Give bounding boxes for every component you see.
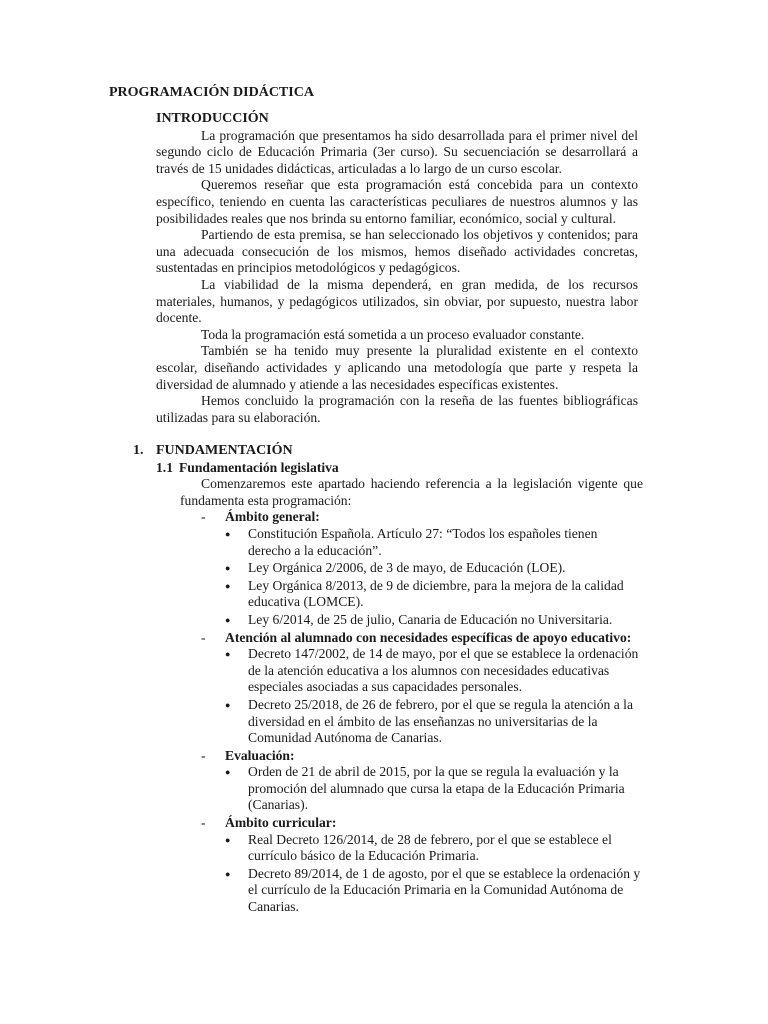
bullet-icon: ● bbox=[225, 614, 231, 625]
group-title-text: Ámbito curricular: bbox=[225, 815, 337, 831]
bullet-list bbox=[201, 832, 643, 916]
intro-paragraph: La viabilidad de la misma dependerá, en gran medida, de los recursos materiales, humanos, y pedagógicos utilizados, sin obviar, por supuesto, nuestra labor docente. bbox=[156, 276, 638, 326]
legislation-groups bbox=[133, 509, 643, 915]
dash-marker: - bbox=[201, 747, 206, 763]
bullet-icon: ● bbox=[225, 649, 231, 660]
list-item bbox=[225, 832, 643, 865]
intro-paragraph: Toda la programación está sometida a un proceso evaluador constante. bbox=[201, 326, 585, 342]
list-item bbox=[225, 526, 643, 559]
section-lead-paragraph: Comenzaremos este apartado haciendo referencia a la legislación vigente que fundamenta esta programación: bbox=[180, 476, 643, 508]
bullet-icon: ● bbox=[225, 699, 231, 710]
list-item-text: Decreto 147/2002, de 14 de mayo, por el que se establece la ordenación de la atención educativa a los alumnos con necesidades educativas especiales asociadas a sus capacidades personales. bbox=[248, 646, 639, 695]
list-item-text: Decreto 25/2018, de 26 de febrero, por el que se regula la atención a la diversidad en el ámbito de las enseñanzas no universitarias de la Comunidad Autónoma de Canarias. bbox=[248, 696, 633, 746]
section-title: FUNDAMENTACIÓN bbox=[156, 443, 293, 458]
intro-paragraph: Queremos reseñar que esta programación está concebida para un contexto específico, teniendo en cuenta las características peculiares de nuestros alumnos y las posibilidades reales que nos brinda su entorno familiar, económico, social y cultural. bbox=[156, 177, 638, 226]
legislation-group bbox=[201, 815, 643, 916]
bullet-list bbox=[201, 646, 643, 747]
group-title bbox=[201, 630, 643, 647]
list-item-text: Decreto 89/2014, de 1 de agosto, por el que se establece la ordenación y el currículo de la Educación Primaria en la Comunidad Autónoma de Canarias. bbox=[248, 865, 641, 915]
dash-marker: - bbox=[201, 509, 206, 525]
dash-marker: - bbox=[201, 815, 206, 831]
list-item-text: Constitución Española. Artículo 27: “Todos los españoles tienen derecho a la educación”. bbox=[248, 525, 598, 558]
group-title-text: Atención al alumnado con necesidades específicas de apoyo educativo: bbox=[225, 629, 632, 645]
intro-paragraph: Hemos concluido la programación con la reseña de las fuentes bibliográficas utilizadas para su elaboración. bbox=[156, 393, 638, 425]
fundamentacion-section bbox=[133, 443, 643, 917]
intro-paragraph: También se ha tenido muy presente la pluralidad existente en el contexto escolar, diseñando actividades y aplicando una metodología que parte y respeta la diversidad de alumnado y atiende a las necesidades específicas existentes. bbox=[156, 343, 638, 392]
introduction-section bbox=[156, 111, 638, 426]
group-title-text: Ámbito general: bbox=[225, 509, 320, 525]
dash-marker: - bbox=[201, 629, 206, 645]
bullet-icon: ● bbox=[225, 580, 231, 591]
bullet-list bbox=[201, 764, 643, 814]
introduction-heading: INTRODUCCIÓN bbox=[156, 111, 269, 126]
intro-paragraph: Partiendo de esta premisa, se han seleccionado los objetivos y contenidos; para una adecuada consecución de los mismos, hemos diseñado actividades concretas, sustentadas en principios metodológicos y pedagógicos. bbox=[156, 227, 638, 276]
group-title bbox=[201, 509, 643, 526]
list-item bbox=[225, 646, 643, 696]
group-title-text: Evaluación: bbox=[225, 747, 295, 763]
subsection-number: 1.1 bbox=[156, 459, 173, 475]
subsection-title: Fundamentación legislativa bbox=[179, 459, 339, 475]
list-item-text: Real Decreto 126/2014, de 28 de febrero, por el que se establece el currículo básico de la Educación Primaria. bbox=[248, 831, 612, 864]
bullet-icon: ● bbox=[225, 528, 231, 539]
group-title bbox=[201, 748, 643, 765]
list-item bbox=[225, 578, 643, 611]
list-item bbox=[225, 612, 643, 629]
list-item bbox=[225, 866, 643, 916]
list-item-text: Orden de 21 de abril de 2015, por la que se regula la evaluación y la promoción del alumnado que cursa la etapa de la Educación Primaria (Canarias). bbox=[248, 764, 625, 813]
document-title: PROGRAMACIÓN DIDÁCTICA bbox=[109, 85, 314, 100]
bullet-icon: ● bbox=[225, 563, 231, 574]
legislation-group bbox=[201, 509, 643, 628]
section-heading bbox=[133, 443, 643, 460]
intro-paragraph: La programación que presentamos ha sido desarrollada para el primer nivel del segundo ciclo de Educación Primaria (3er curso). Su secuenciación se desarrollará a través de 15 unidades didácticas, articuladas a lo largo de un curso escolar. bbox=[156, 127, 638, 176]
bullet-icon: ● bbox=[225, 834, 231, 845]
bullet-icon: ● bbox=[225, 868, 231, 879]
list-item bbox=[225, 697, 643, 747]
list-item bbox=[225, 560, 643, 577]
legislation-group bbox=[201, 630, 643, 747]
legislation-group bbox=[201, 748, 643, 814]
list-item bbox=[225, 764, 643, 814]
subsection-heading bbox=[156, 460, 643, 477]
bullet-list bbox=[201, 526, 643, 629]
list-item-text: Ley Orgánica 2/2006, de 3 de mayo, de Educación (LOE). bbox=[248, 560, 566, 576]
bullet-icon: ● bbox=[225, 767, 231, 778]
list-item-text: Ley Orgánica 8/2013, de 9 de diciembre, para la mejora de la calidad educativa (LOMCE). bbox=[248, 577, 624, 610]
section-number: 1. bbox=[133, 443, 144, 458]
list-item-text: Ley 6/2014, de 25 de julio, Canaria de Educación no Universitaria. bbox=[248, 611, 613, 627]
group-title bbox=[201, 815, 643, 832]
